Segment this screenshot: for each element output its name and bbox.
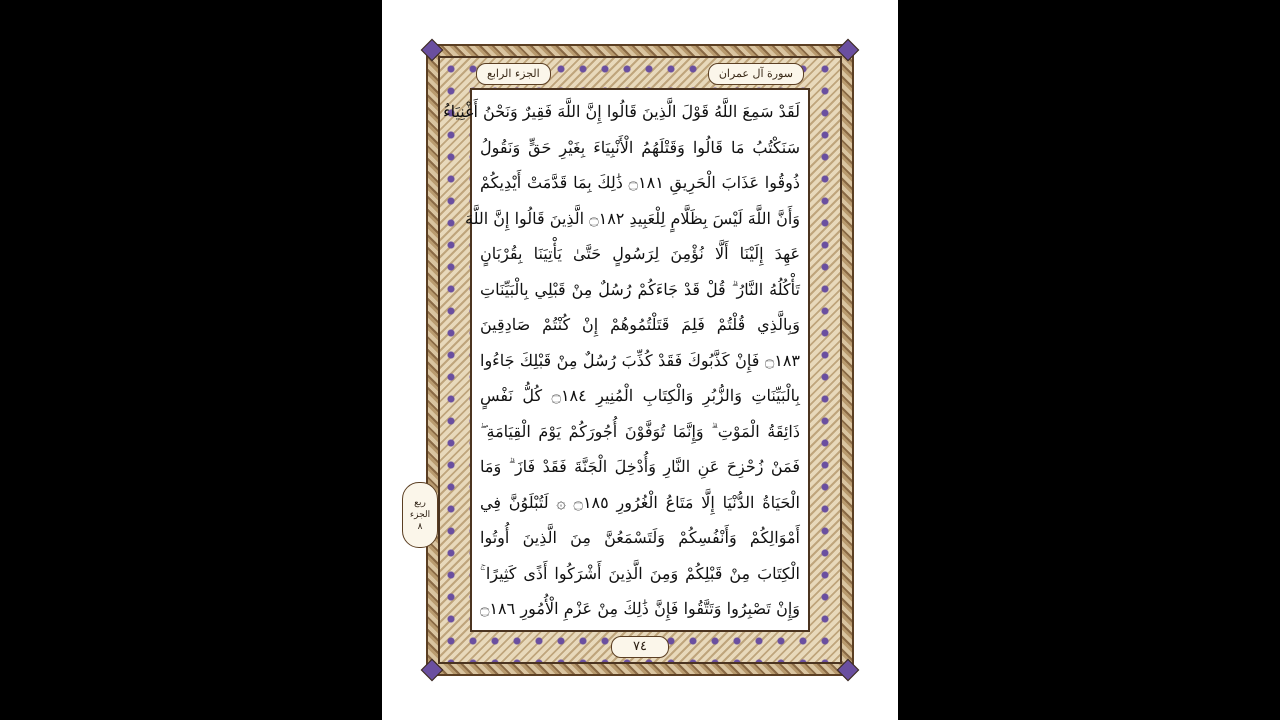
juz-header: الجزء الرابع — [476, 63, 551, 85]
verse-line: وَأَنَّ اللَّهَ لَيْسَ بِظَلَّامٍ لِلْعَبِيدِ ۝١٨٢ الَّذِينَ قَالُوا إِنَّ اللَّهَ — [465, 208, 800, 228]
verse-line: الْحَيَاةُ الدُّنْيَا إِلَّا مَتَاعُ الْغُرُورِ ۝١٨٥ ۞ لَتُبْلَوُنَّ فِي — [480, 492, 800, 512]
verse-line: عَهِدَ إِلَيْنَا أَلَّا نُؤْمِنَ لِرَسُولٍ حَتَّىٰ يَأْتِيَنَا بِقُرْبَانٍ — [480, 244, 800, 263]
verse-line: سَنَكْتُبُ مَا قَالُوا وَقَتْلَهُمُ الْأَنْبِيَاءَ بِغَيْرِ حَقٍّ وَنَقُولُ — [480, 137, 800, 157]
verse-line: ۝١٨٣ فَإِنْ كَذَّبُوكَ فَقَدْ كُذِّبَ رُسُلٌ مِنْ قَبْلِكَ جَاءُوا — [480, 350, 800, 370]
verse-line: ذُوقُوا عَذَابَ الْحَرِيقِ ۝١٨١ ذَٰلِكَ بِمَا قَدَّمَتْ أَيْدِيكُمْ — [480, 173, 800, 192]
verse-line: بِالْبَيِّنَاتِ وَالزُّبُرِ وَالْكِتَابِ الْمُنِيرِ ۝١٨٤ كُلُّ نَفْسٍ — [480, 386, 800, 405]
verse-line: وَبِالَّذِي قُلْتُمْ فَلِمَ قَتَلْتُمُوهُمْ إِنْ كُنْتُمْ صَادِقِينَ — [480, 315, 800, 334]
ornamental-frame — [409, 44, 854, 676]
hizb-label: الجزء — [409, 510, 431, 520]
hizb-number: ٨ — [417, 522, 423, 532]
verse-lines — [443, 96, 800, 624]
frame-border-band — [438, 56, 842, 664]
verse-line: لَقَدْ سَمِعَ اللَّهُ قَوْلَ الَّذِينَ قَالُوا إِنَّ اللَّهَ فَقِيرٌ وَنَحْنُ أَغْنِيَاءُ — [443, 102, 800, 121]
verse-line: وَإِنْ تَصْبِرُوا وَتَتَّقُوا فَإِنَّ ذَٰلِكَ مِنْ عَزْمِ الْأُمُورِ ۝١٨٦ — [480, 599, 800, 618]
verse-line: ذَائِقَةُ الْمَوْتِ ۗ وَإِنَّمَا تُوَفَّوْنَ أُجُورَكُمْ يَوْمَ الْقِيَامَةِ ۖ — [480, 421, 800, 441]
hizb-prefix: ربع — [414, 498, 426, 508]
verse-line: الْكِتَابَ مِنْ قَبْلِكُمْ وَمِنَ الَّذِينَ أَشْرَكُوا أَذًى كَثِيرًا ۚ — [480, 563, 800, 583]
page-number: ٧٤ — [611, 636, 669, 658]
verse-line: تَأْكُلُهُ النَّارُ ۗ قُلْ قَدْ جَاءَكُمْ رُسُلٌ مِنْ قَبْلِي بِالْبَيِّنَاتِ — [480, 279, 800, 299]
text-panel — [443, 67, 810, 654]
mushaf-page — [382, 0, 898, 720]
surah-header: سورة آل عمران — [708, 63, 804, 85]
hizb-marker — [402, 482, 438, 548]
verse-line: أَمْوَالِكُمْ وَأَنْفُسِكُمْ وَلَتَسْمَعُنَّ مِنَ الَّذِينَ أُوتُوا — [480, 528, 800, 547]
verse-line: فَمَنْ زُحْزِحَ عَنِ النَّارِ وَأُدْخِلَ الْجَنَّةَ فَقَدْ فَازَ ۗ وَمَا — [480, 457, 800, 476]
